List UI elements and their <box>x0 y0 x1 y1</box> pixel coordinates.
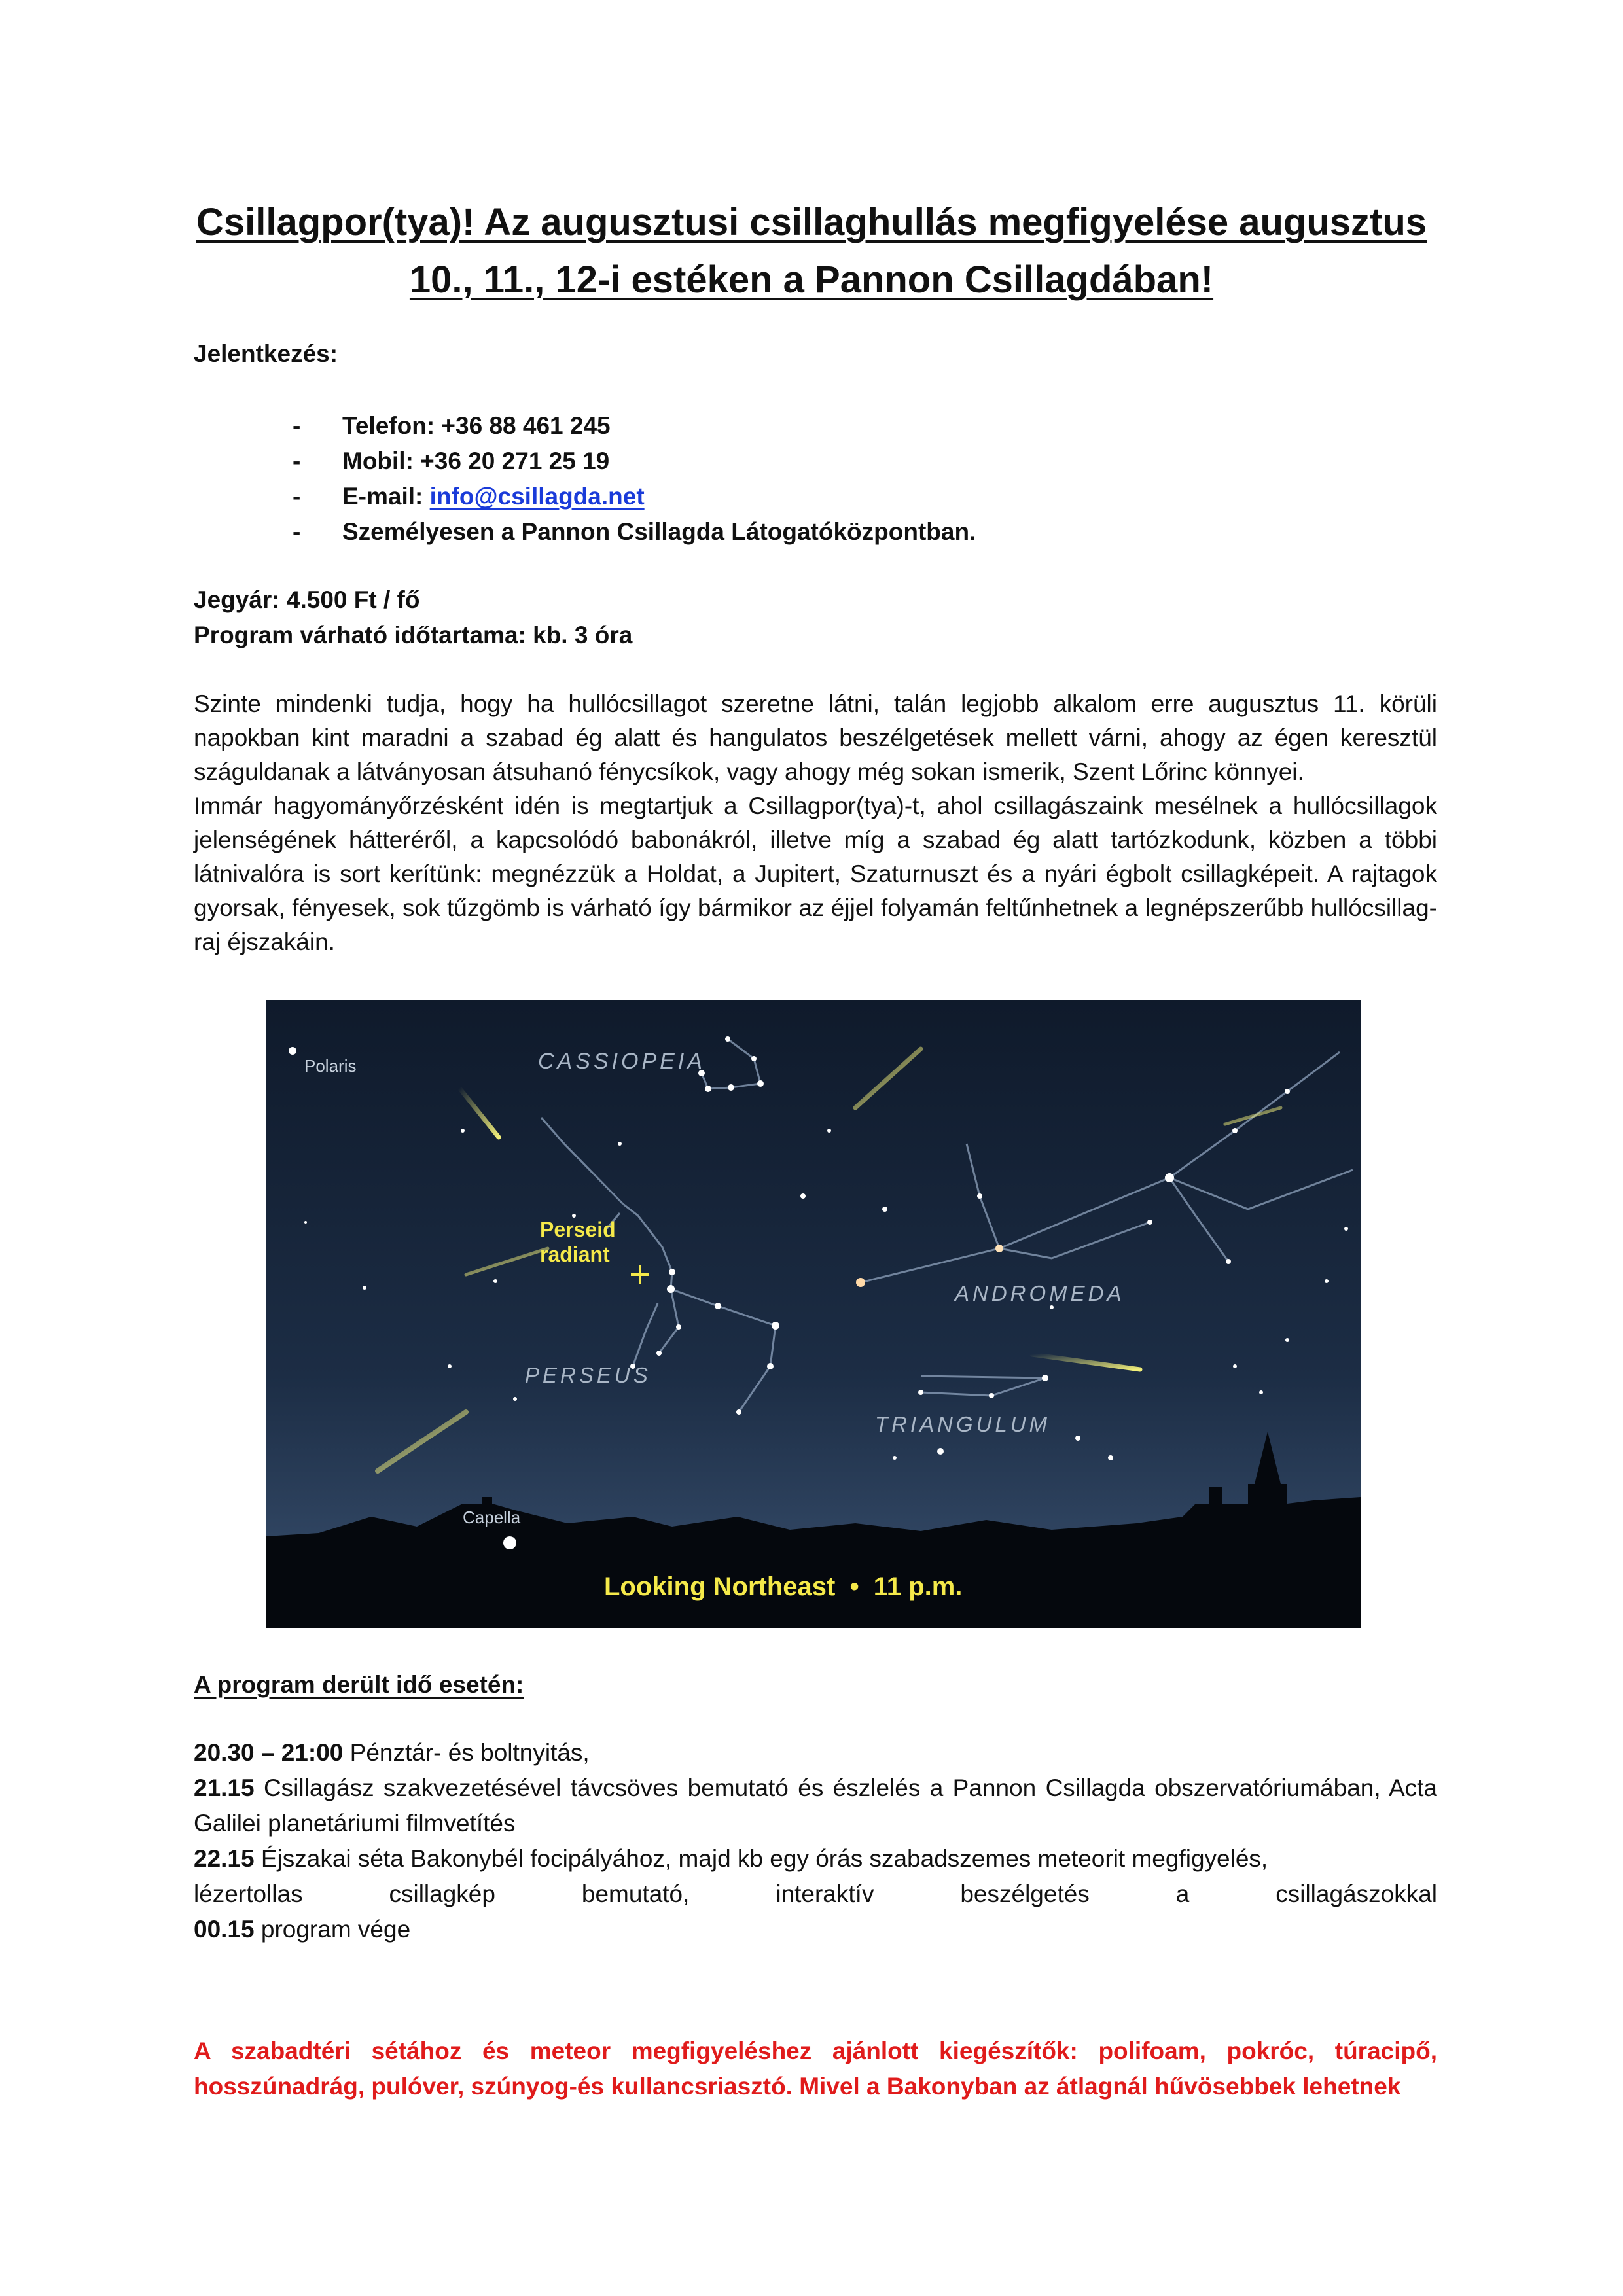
email-link[interactable]: info@csillagda.net <box>429 483 645 510</box>
program-schedule <box>194 1735 1444 1947</box>
label-radiant-2: radiant <box>540 1243 610 1266</box>
list-dash: - <box>293 483 301 510</box>
schedule-text: Pénztár- és boltnyitás, <box>343 1739 590 1766</box>
ticket-price: Jegyár: 4.500 Ft / fő <box>194 586 420 613</box>
in-person-text: Személyesen a Pannon Csillagda Látogatóközpontban. <box>342 518 976 545</box>
contact-phone <box>293 408 976 444</box>
schedule-text: Éjszakai séta Bakonybél focipályához, majd kb egy órás szabadszemes meteorit megfigyelés, <box>254 1845 1268 1872</box>
label-cassiopeia: CASSIOPEIA <box>538 1049 705 1074</box>
label-polaris: Polaris <box>304 1056 357 1076</box>
schedule-text: program vége <box>254 1916 411 1943</box>
contact-mobile <box>293 444 976 479</box>
label-perseus: PERSEUS <box>525 1363 651 1387</box>
equipment-note: A szabadtéri sétához és meteor megfigyeléshez ajánlott kiegészítők: polifoam, pokróc, túracipő, hosszúnadrág, pulóver, szúnyog-és kullancsriasztó. Mivel a Bakonyban az átlagnál hűvösebbek lehetnek <box>194 2038 1437 2100</box>
list-dash: - <box>293 448 301 474</box>
contact-in-person <box>293 514 976 550</box>
label-andromeda: ANDROMEDA <box>955 1281 1125 1305</box>
registration-heading: Jelentkezés: <box>194 340 338 367</box>
schedule-text: Csillagász szakvezetésével távcsöves bemutató és észlelés a Pannon Csillagda obszervatóriumában, Acta Galilei planetáriumi filmvetítés <box>194 1775 1444 1837</box>
schedule-item <box>194 1735 1437 1771</box>
program-heading: A program derült idő esetén: <box>194 1671 524 1698</box>
page-title: Csillagpor(tya)! Az augusztusi csillaghullás megfigyelése augusztus 10., 11., 12-i estéken a Pannon Csillagdában! <box>196 201 1427 301</box>
label-triangulum: TRIANGULUM <box>875 1412 1051 1436</box>
schedule-time: 00.15 <box>194 1916 255 1943</box>
schedule-item <box>194 1771 1444 1841</box>
intro-paragraph-2: Immár hagyományőrzésként idén is megtartjuk a Csillagpor(tya)-t, ahol csillagászaink mesélnek a hullócsillagok jelenségének hátteréről, a kapcsolódó babonákról, illetve míg a szabad ég alatt tartózkodunk, közben a többi látnivalóra is sort kerítünk: megnézzük a Holdat, a Jupitert, Szaturnuszt és a nyári égbolt csillagképeit. A rajtagok gyorsak, fényesek, sok tűzgömb is várható így bármikor az éjjel folyamán feltűnhetnek a legnépszerűbb hullócsillag-raj éjszakáin. <box>194 792 1437 955</box>
program-duration: Program várható időtartama: kb. 3 óra <box>194 622 633 648</box>
intro-text <box>194 687 1437 959</box>
intro-paragraph-1: Szinte mindenki tudja, hogy ha hullócsillagot szeretne látni, talán legjobb alkalom erre augusztus 11. körüli napokban kint maradni a szabad ég alatt és hangulatos beszélgetések mellett várni, ahogy az égen keresztül száguldanak a látványosan átsuhanó fénycsíkok, vagy ahogy még sokan ismerik, Szent Lőrinc könnyei. <box>194 690 1437 785</box>
label-radiant-1: Perseid <box>540 1218 616 1241</box>
schedule-time: 21.15 <box>194 1775 255 1801</box>
map-caption: Looking Northeast • 11 p.m. <box>604 1572 963 1601</box>
email-label: E-mail: <box>342 483 430 510</box>
mobile-text: Mobil: +36 20 271 25 19 <box>342 448 610 474</box>
schedule-item <box>194 1841 1437 1877</box>
contact-list <box>293 408 976 550</box>
contact-email <box>293 479 976 514</box>
sky-map-image <box>266 1000 1361 1628</box>
schedule-item <box>194 1912 1437 1947</box>
schedule-item <box>194 1877 1437 1912</box>
list-dash: - <box>293 518 301 545</box>
schedule-time: 20.30 – 21:00 <box>194 1739 344 1766</box>
phone-text: Telefon: +36 88 461 245 <box>342 412 611 439</box>
schedule-text: lézertollas csillagkép bemutató, interaktív beszélgetés a csillagászokkal <box>194 1881 1437 1907</box>
label-capella: Capella <box>463 1508 521 1527</box>
schedule-time: 22.15 <box>194 1845 255 1872</box>
list-dash: - <box>293 412 301 439</box>
